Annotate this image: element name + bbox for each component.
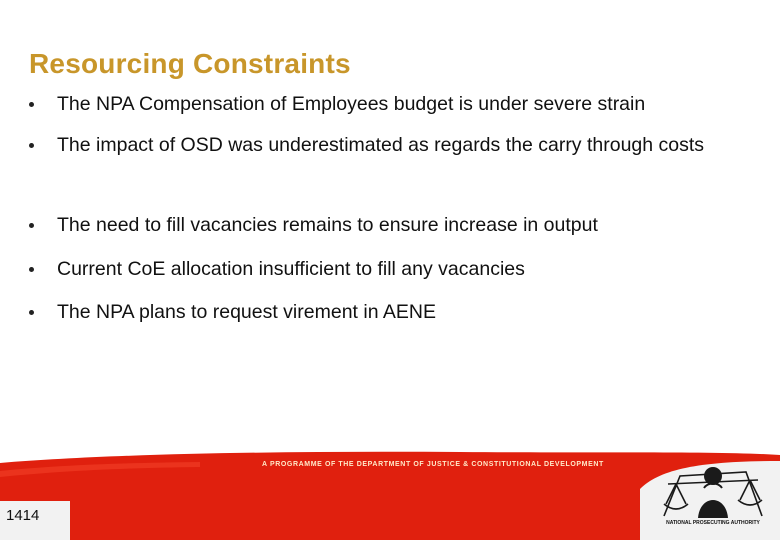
bullet-icon: [29, 223, 34, 228]
bullet-text: The NPA plans to request virement in AENE: [57, 301, 436, 323]
footer-tagline: A PROGRAMME OF THE DEPARTMENT OF JUSTICE & CONSTITUTIONAL DEVELOPMENT: [262, 461, 604, 468]
bullet-icon: [29, 267, 34, 272]
bullet-icon: [29, 310, 34, 315]
slide-title: Resourcing Constraints: [29, 48, 351, 79]
bullet-text: The need to fill vacancies remains to ensure increase in output: [57, 214, 598, 236]
bullet-text: The impact of OSD was underestimated as regards the carry through costs: [57, 134, 705, 156]
bullet-text: The NPA Compensation of Employees budget is under severe strain: [57, 93, 646, 115]
bullet-icon: [29, 143, 34, 148]
slide-number: 1414: [6, 507, 40, 524]
npa-scales-of-justice-logo-icon: [654, 458, 772, 538]
bullet-icon: [29, 102, 34, 107]
bullet-text: Current CoE allocation insufficient to fill any vacancies: [57, 258, 525, 280]
logo-caption: NATIONAL PROSECUTING AUTHORITY: [666, 520, 760, 526]
